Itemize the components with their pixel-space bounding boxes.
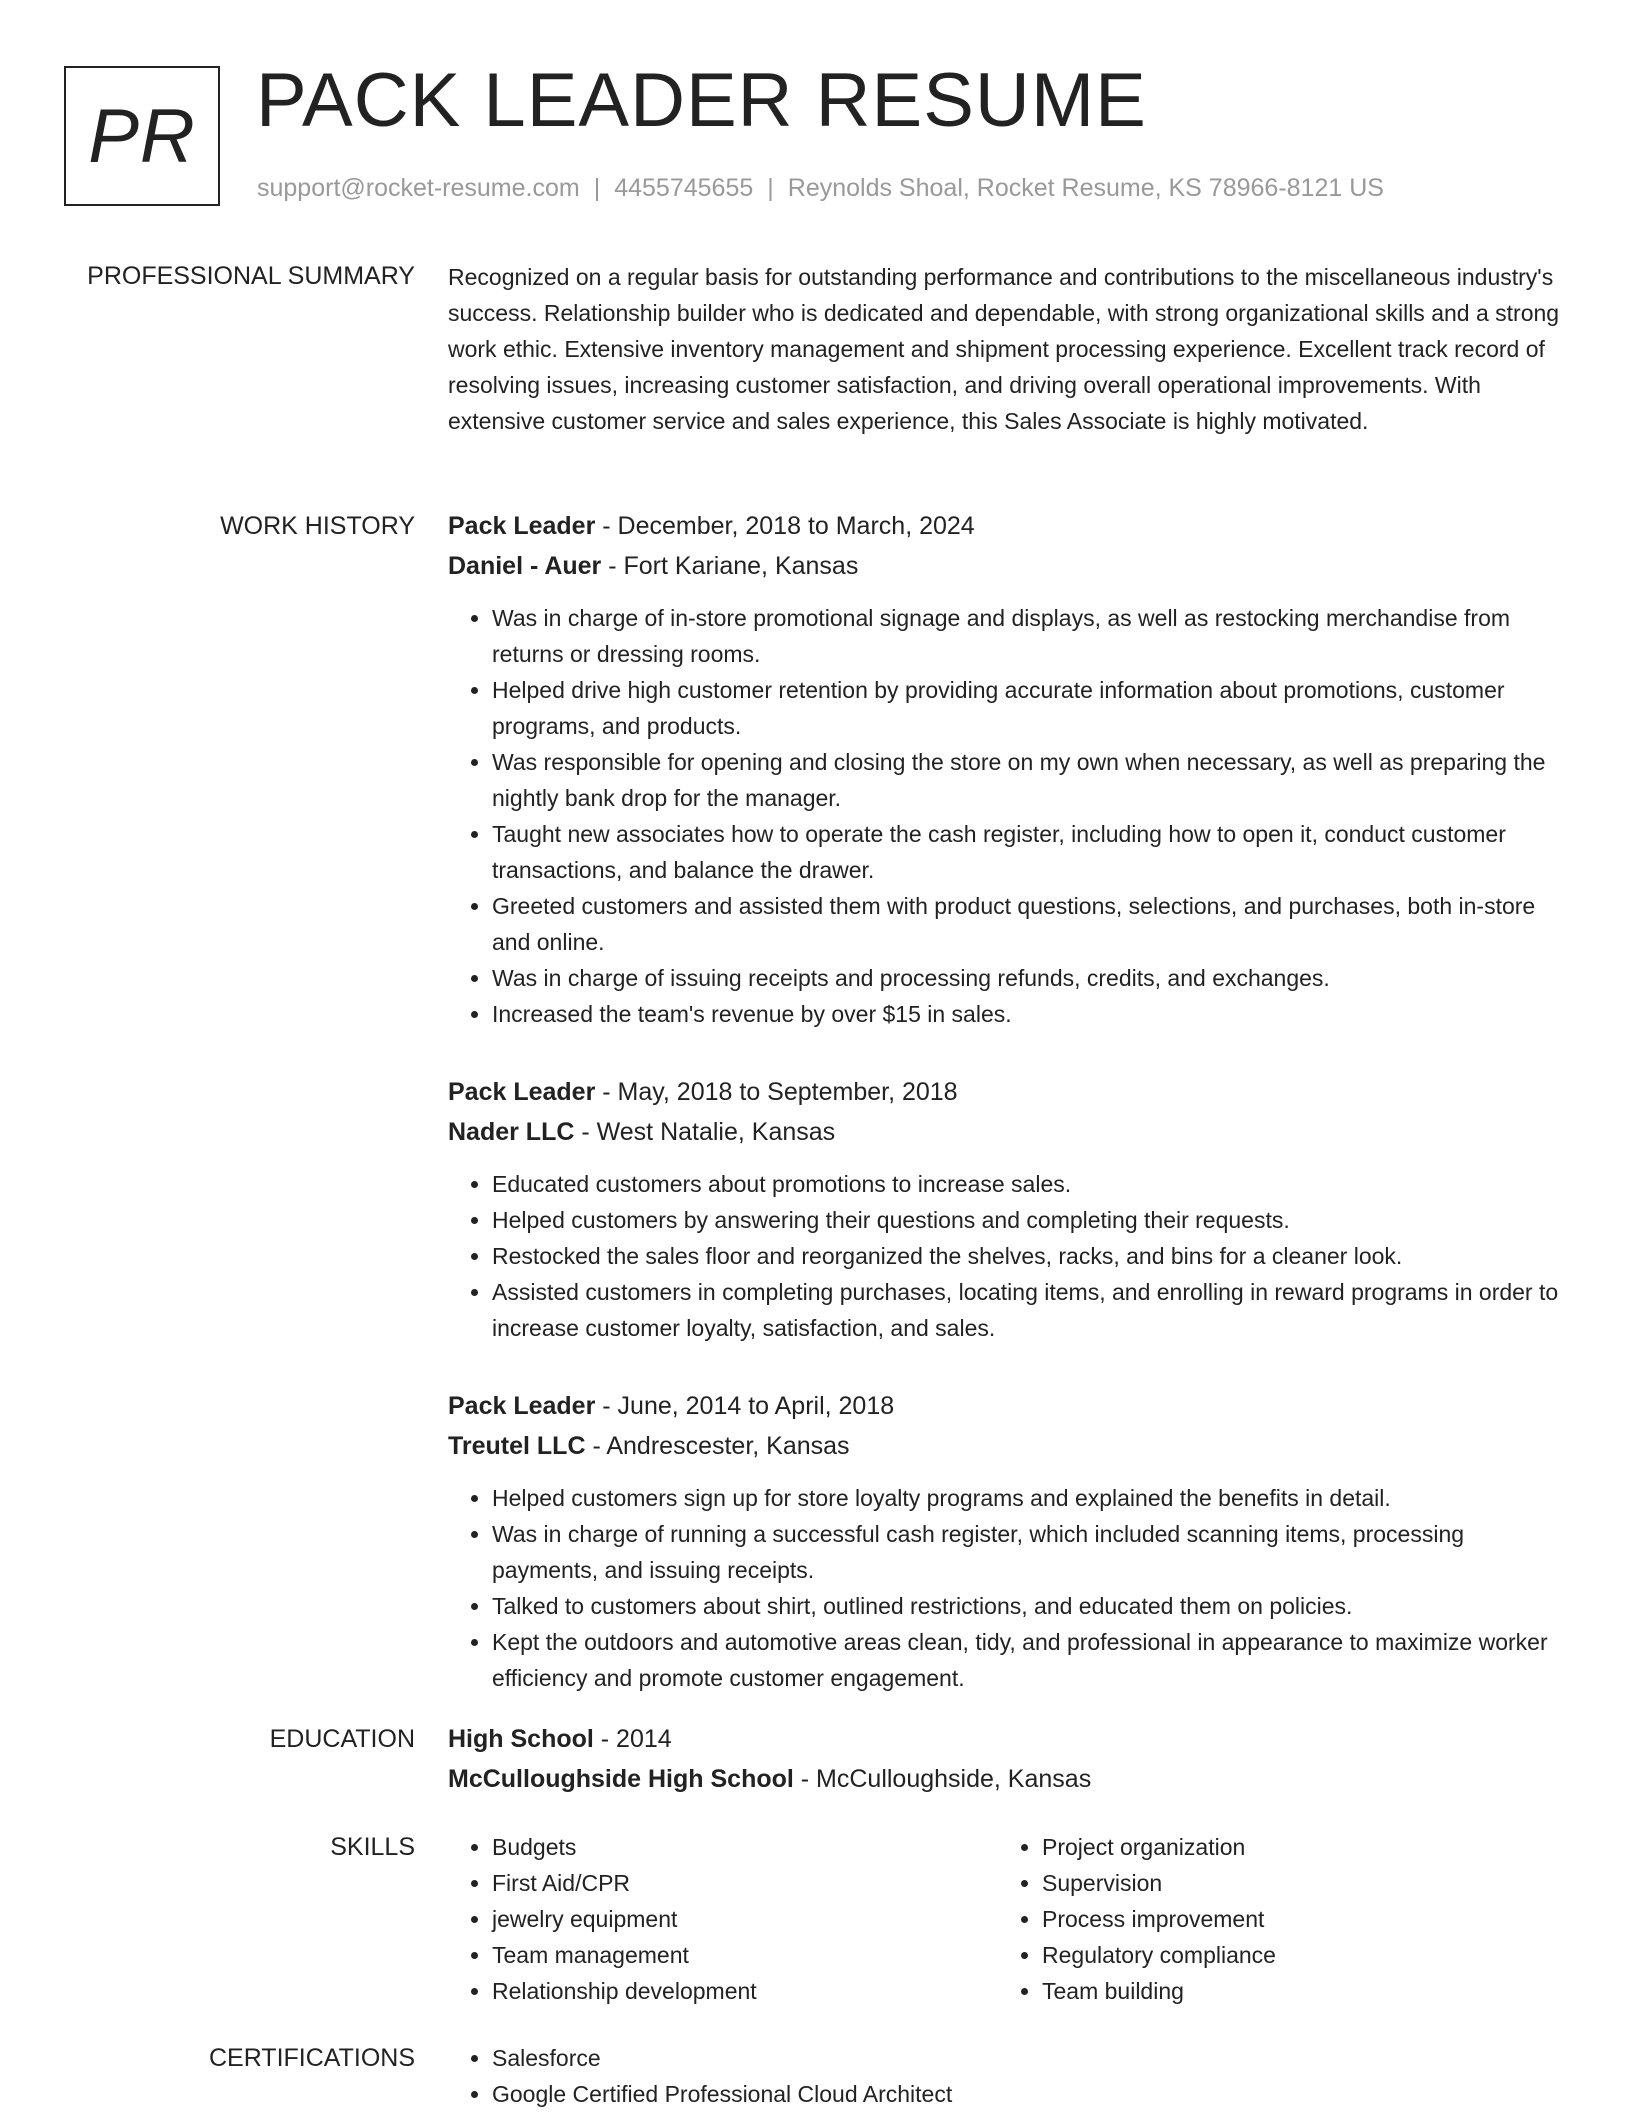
job-location: - West Natalie, Kansas (574, 1118, 836, 1146)
job-bullets (448, 1166, 1568, 1346)
skills-list (448, 1829, 998, 2009)
skills-body (448, 1829, 1568, 2009)
contact-separator: | (767, 174, 774, 202)
job-dates: - December, 2018 to March, 2024 (595, 512, 975, 540)
list-item: • Greeted customers and assisted them with product questions, selections, and purchases, both in-store and online. (492, 888, 1568, 960)
job-location: - Andrescester, Kansas (585, 1432, 850, 1460)
job-location: - Fort Kariane, Kansas (601, 552, 859, 580)
certifications-list (448, 2040, 1568, 2112)
list-item: • Google Certified Professional Cloud Architect (492, 2076, 1568, 2112)
skills-list (998, 1829, 1548, 2009)
section-label: CERTIFICATIONS (208, 2044, 415, 2072)
work-history-body (448, 506, 1568, 1736)
skills-column-left (448, 1829, 998, 2009)
education-year: - 2014 (593, 1725, 672, 1753)
section-label: EDUCATION (269, 1725, 415, 1753)
list-item: • Salesforce (492, 2040, 1568, 2076)
list-item: • Was responsible for opening and closing the store on my own when necessary, as well as preparing the nightly bank drop for the manager. (492, 744, 1568, 816)
job-dates: - May, 2018 to September, 2018 (595, 1078, 958, 1106)
skills-columns (448, 1829, 1568, 2009)
education-school-line (448, 1759, 1568, 1799)
education-school: McCulloughside High School (448, 1765, 794, 1793)
list-item: • Assisted customers in completing purchases, locating items, and enrolling in reward programs in order to increase customer loyalty, satisfaction, and sales. (492, 1274, 1568, 1346)
education-degree: High School (448, 1725, 594, 1753)
job-heading (448, 506, 1568, 546)
job-entry (448, 1386, 1568, 1696)
education-location: - McCulloughside, Kansas (793, 1765, 1092, 1793)
section-label: PROFESSIONAL SUMMARY (87, 262, 415, 290)
job-company-line (448, 1112, 1568, 1152)
job-title: Pack Leader (448, 512, 596, 540)
list-item: • Regulatory compliance (1042, 1937, 1548, 1973)
summary-body (448, 259, 1568, 439)
list-item: • Increased the team's revenue by over $15 in sales. (492, 996, 1568, 1032)
list-item: • Helped customers sign up for store loyalty programs and explained the benefits in detail. (492, 1480, 1568, 1516)
list-item: • Educated customers about promotions to increase sales. (492, 1166, 1568, 1202)
job-heading (448, 1386, 1568, 1426)
job-entry (448, 506, 1568, 1032)
contact-separator: | (593, 174, 601, 202)
list-item: • Relationship development (492, 1973, 998, 2009)
list-item: • Helped drive high customer retention by providing accurate information about promotions, customer programs, and products. (492, 672, 1568, 744)
contact-address: Reynolds Shoal, Rocket Resume, KS 78966-8121 US (787, 174, 1384, 202)
list-item: • First Aid/CPR (492, 1865, 998, 1901)
list-item: • Restocked the sales floor and reorganized the shelves, racks, and bins for a cleaner look. (492, 1238, 1568, 1274)
job-company: Nader LLC (448, 1118, 575, 1146)
resume-title: PACK LEADER RESUME (256, 58, 1147, 143)
section-label: WORK HISTORY (220, 512, 415, 540)
list-item: • Was in charge of running a successful cash register, which included scanning items, processing payments, and issuing receipts. (492, 1516, 1568, 1588)
section-label: SKILLS (330, 1833, 415, 1861)
list-item: • Was in charge of in-store promotional signage and displays, as well as restocking merchandise from returns or dressing rooms. (492, 600, 1568, 672)
list-item: • jewelry equipment (492, 1901, 998, 1937)
job-title: Pack Leader (448, 1078, 596, 1106)
job-bullets (448, 1480, 1568, 1696)
list-item: • Was in charge of issuing receipts and processing refunds, credits, and exchanges. (492, 960, 1568, 996)
list-item: • Budgets (492, 1829, 998, 1865)
skills-column-right (998, 1829, 1548, 2009)
summary-text: Recognized on a regular basis for outstanding performance and contributions to the miscellaneous industry's success. Relationship builder who is dedicated and dependable, with strong organizational skills and a strong work ethic. Extensive inventory management and shipment processing experience. Excellent track record of resolving issues, increasing customer satisfaction, and driving overall operational improvements. With extensive customer service and sales experience, this Sales Associate is highly motivated. (448, 264, 1560, 434)
education-body (448, 1719, 1568, 1799)
list-item: • Talked to customers about shirt, outlined restrictions, and educated them on policies. (492, 1588, 1568, 1624)
list-item: • Team building (1042, 1973, 1548, 2009)
monogram: PR (64, 66, 220, 206)
job-dates: - June, 2014 to April, 2018 (595, 1392, 895, 1420)
certifications-body (448, 2040, 1568, 2112)
contact-email[interactable]: support@rocket-resume.com (257, 174, 580, 202)
education-heading (448, 1719, 1568, 1759)
job-bullets (448, 600, 1568, 1032)
list-item: • Project organization (1042, 1829, 1548, 1865)
list-item: • Helped customers by answering their questions and completing their requests. (492, 1202, 1568, 1238)
job-entry (448, 1072, 1568, 1346)
list-item: • Kept the outdoors and automotive areas clean, tidy, and professional in appearance to maximize worker efficiency and promote customer engagement. (492, 1624, 1568, 1696)
contact-phone[interactable]: 4455745655 (614, 174, 754, 202)
contact-line (257, 174, 1384, 203)
list-item: • Team management (492, 1937, 998, 1973)
list-item: • Supervision (1042, 1865, 1548, 1901)
job-company-line (448, 546, 1568, 586)
list-item: • Process improvement (1042, 1901, 1548, 1937)
job-company: Daniel - Auer (448, 552, 602, 580)
list-item: • Taught new associates how to operate the cash register, including how to open it, conduct customer transactions, and balance the drawer. (492, 816, 1568, 888)
job-company-line (448, 1426, 1568, 1466)
job-company: Treutel LLC (448, 1432, 586, 1460)
job-title: Pack Leader (448, 1392, 596, 1420)
job-heading (448, 1072, 1568, 1112)
